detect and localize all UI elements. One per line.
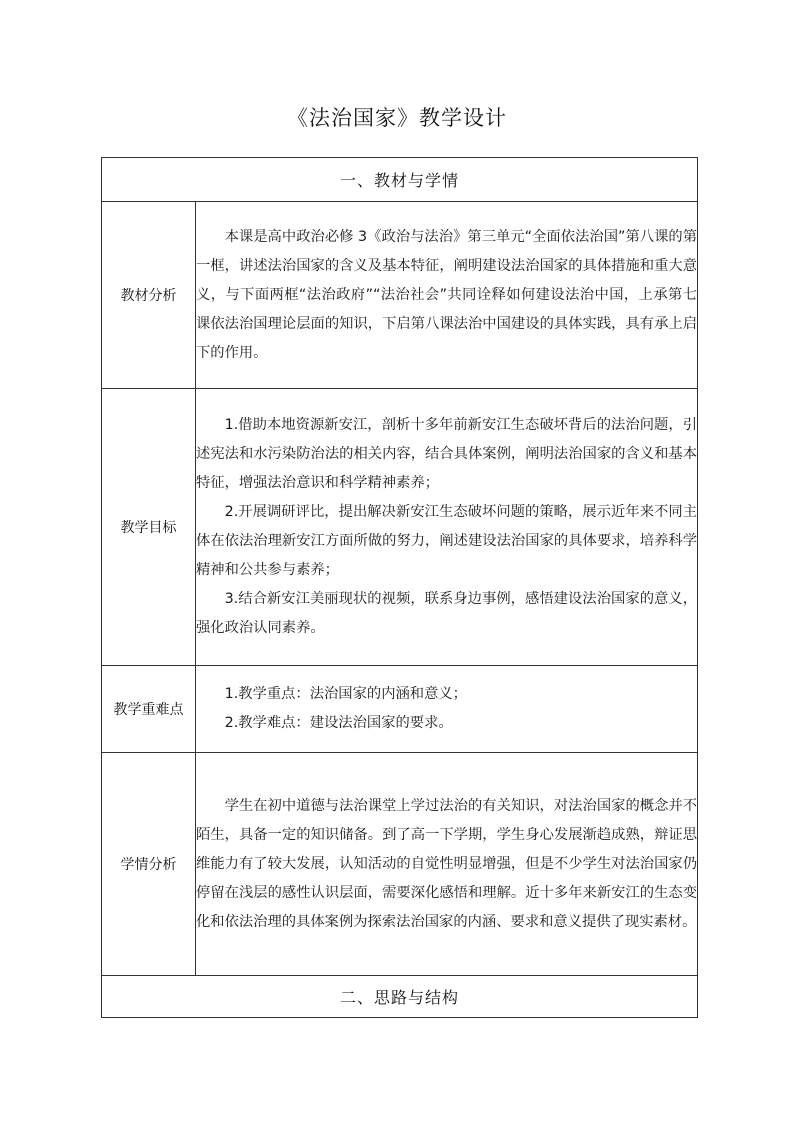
table-row-key-difficult-points — [102, 666, 698, 753]
lesson-plan-table — [101, 157, 698, 1018]
row-content-student-analysis — [196, 753, 698, 976]
row-label-key-difficult-points: 教学重难点 — [102, 666, 196, 753]
paragraph: 2.教学难点：建设法治国家的要求。 — [224, 715, 453, 731]
section-row-structure — [102, 976, 698, 1018]
row-label-textbook-analysis: 教材分析 — [102, 202, 196, 389]
document-title: 《法治国家》教学设计 — [287, 106, 507, 130]
section-heading: 二、思路与结构 — [102, 976, 698, 1018]
paragraph: 学生在初中道德与法治课堂上学过法治的有关知识，对法治国家的概念并不陌生，具备一定的知识储备。到了高一下学期，学生身心发展渐趋成熟，辩证思维能力有了较大发展，认知活动的自觉性明显增强，但是不少学生对法治国家仍停留在浅层的感性认识层面，需要深化感悟和理解。近十多年来新安江的生态变化和依法治理的具体案例为探索法治国家的内涵、要求和意义提供了现实素材。 — [196, 797, 698, 930]
paragraph: 2.开展调研评比，提出解决新安江生态破坏问题的策略，展示近年来不同主体在依法治理新安江方面所做的努力，阐述建设法治国家的具体要求，培养科学精神和公共参与素养； — [196, 504, 698, 578]
row-label-teaching-objectives: 教学目标 — [102, 389, 196, 666]
table-row-teaching-objectives — [102, 389, 698, 666]
paragraph: 1.教学重点：法治国家的内涵和意义； — [224, 686, 467, 702]
section-heading: 一、教材与学情 — [102, 158, 698, 202]
row-content-key-difficult-points — [196, 666, 698, 753]
row-label-student-analysis: 学情分析 — [102, 753, 196, 976]
paragraph: 本课是高中政治必修 3《政治与法治》第三单元“全面依法治国”第八课的第一框，讲述法治国家的含义及基本特征，阐明建设法治国家的具体措施和重大意义，与下面两框“法治政府”“法治社会”共同诠释如何建设法治中国，上承第七课依法治国理论层面的知识，下启第八课法治中国建设的具体实践，具有承上启下的作用。 — [196, 228, 698, 361]
row-content-teaching-objectives — [196, 389, 698, 666]
table-row-textbook-analysis — [102, 202, 698, 389]
section-row-materials — [102, 158, 698, 202]
table-row-student-analysis — [102, 753, 698, 976]
paragraph: 3.结合新安江美丽现状的视频，联系身边事例，感悟建设法治国家的意义，强化政治认同素养。 — [196, 591, 698, 636]
row-content-textbook-analysis — [196, 202, 698, 389]
paragraph: 1.借助本地资源新安江，剖析十多年前新安江生态破坏背后的法治问题，引述宪法和水污染防治法的相关内容，结合具体案例，阐明法治国家的含义和基本特征，增强法治意识和科学精神素养； — [196, 417, 698, 491]
